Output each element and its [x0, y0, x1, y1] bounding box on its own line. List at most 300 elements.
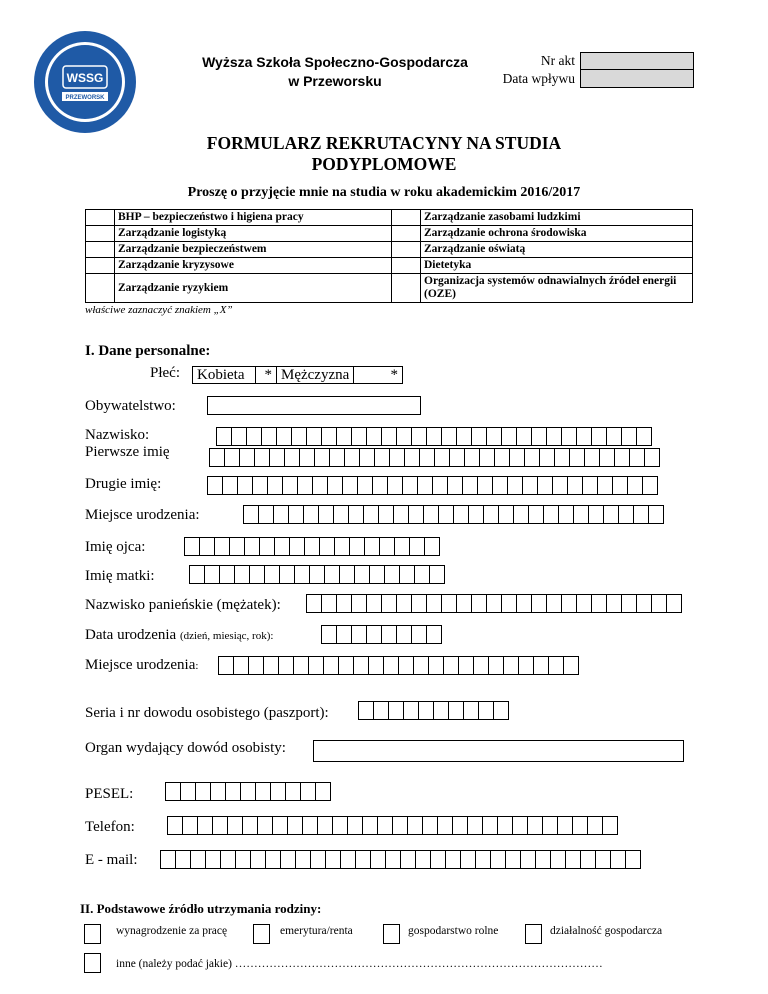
character-cell[interactable]	[383, 656, 399, 675]
character-cell[interactable]	[452, 816, 468, 835]
character-cell[interactable]	[289, 537, 305, 556]
character-cell[interactable]	[533, 656, 549, 675]
character-cell[interactable]	[576, 594, 592, 613]
character-cell[interactable]	[441, 427, 457, 446]
character-cell[interactable]	[373, 701, 389, 720]
character-cell[interactable]	[475, 850, 491, 869]
character-cell[interactable]	[197, 816, 213, 835]
course-checkbox[interactable]	[86, 242, 115, 258]
character-cell[interactable]	[180, 782, 196, 801]
character-cell[interactable]	[190, 850, 206, 869]
course-checkbox[interactable]	[392, 226, 421, 242]
character-cell[interactable]	[516, 594, 532, 613]
character-cell[interactable]	[384, 565, 400, 584]
character-cell[interactable]	[546, 427, 562, 446]
course-checkbox[interactable]	[86, 226, 115, 242]
character-cell[interactable]	[400, 850, 416, 869]
income-checkbox-other[interactable]	[84, 953, 101, 973]
character-cell[interactable]	[272, 816, 288, 835]
character-cell[interactable]	[199, 537, 215, 556]
character-cell[interactable]	[424, 537, 440, 556]
character-cell[interactable]	[428, 656, 444, 675]
character-cell[interactable]	[625, 850, 641, 869]
character-cell[interactable]	[227, 816, 243, 835]
data-wplywu-field[interactable]	[580, 69, 694, 88]
character-cell[interactable]	[255, 782, 271, 801]
first-name-cells[interactable]	[209, 448, 659, 467]
character-cell[interactable]	[315, 782, 331, 801]
character-cell[interactable]	[212, 816, 228, 835]
character-cell[interactable]	[429, 565, 445, 584]
character-cell[interactable]	[347, 816, 363, 835]
character-cell[interactable]	[587, 816, 603, 835]
character-cell[interactable]	[332, 816, 348, 835]
character-cell[interactable]	[591, 594, 607, 613]
character-cell[interactable]	[438, 505, 454, 524]
character-cell[interactable]	[294, 565, 310, 584]
character-cell[interactable]	[244, 537, 260, 556]
character-cell[interactable]	[612, 476, 628, 495]
character-cell[interactable]	[263, 656, 279, 675]
character-cell[interactable]	[404, 448, 420, 467]
character-cell[interactable]	[572, 816, 588, 835]
phone-cells[interactable]	[167, 816, 617, 835]
character-cell[interactable]	[394, 537, 410, 556]
character-cell[interactable]	[597, 476, 613, 495]
character-cell[interactable]	[636, 427, 652, 446]
character-cell[interactable]	[270, 782, 286, 801]
character-cell[interactable]	[453, 505, 469, 524]
character-cell[interactable]	[364, 537, 380, 556]
character-cell[interactable]	[418, 701, 434, 720]
character-cell[interactable]	[381, 594, 397, 613]
character-cell[interactable]	[363, 505, 379, 524]
character-cell[interactable]	[426, 625, 442, 644]
character-cell[interactable]	[546, 594, 562, 613]
citizenship-field[interactable]	[207, 396, 421, 415]
character-cell[interactable]	[434, 448, 450, 467]
character-cell[interactable]	[471, 594, 487, 613]
character-cell[interactable]	[295, 850, 311, 869]
character-cell[interactable]	[338, 656, 354, 675]
character-cell[interactable]	[531, 594, 547, 613]
character-cell[interactable]	[629, 448, 645, 467]
character-cell[interactable]	[666, 594, 682, 613]
character-cell[interactable]	[282, 476, 298, 495]
character-cell[interactable]	[550, 850, 566, 869]
character-cell[interactable]	[317, 816, 333, 835]
character-cell[interactable]	[419, 448, 435, 467]
character-cell[interactable]	[312, 476, 328, 495]
character-cell[interactable]	[409, 537, 425, 556]
character-cell[interactable]	[494, 448, 510, 467]
character-cell[interactable]	[563, 656, 579, 675]
character-cell[interactable]	[408, 505, 424, 524]
character-cell[interactable]	[426, 594, 442, 613]
character-cell[interactable]	[627, 476, 643, 495]
character-cell[interactable]	[537, 476, 553, 495]
character-cell[interactable]	[218, 656, 234, 675]
character-cell[interactable]	[321, 594, 337, 613]
character-cell[interactable]	[606, 427, 622, 446]
character-cell[interactable]	[377, 816, 393, 835]
character-cell[interactable]	[443, 656, 459, 675]
income-checkbox-salary[interactable]	[84, 924, 101, 944]
character-cell[interactable]	[488, 656, 504, 675]
character-cell[interactable]	[396, 594, 412, 613]
character-cell[interactable]	[219, 565, 235, 584]
character-cell[interactable]	[402, 476, 418, 495]
character-cell[interactable]	[370, 850, 386, 869]
character-cell[interactable]	[501, 594, 517, 613]
character-cell[interactable]	[518, 656, 534, 675]
income-checkbox-pension[interactable]	[253, 924, 270, 944]
character-cell[interactable]	[458, 656, 474, 675]
character-cell[interactable]	[278, 656, 294, 675]
maiden-name-cells[interactable]	[306, 594, 681, 613]
character-cell[interactable]	[505, 850, 521, 869]
character-cell[interactable]	[216, 427, 232, 446]
character-cell[interactable]	[355, 850, 371, 869]
character-cell[interactable]	[535, 850, 551, 869]
character-cell[interactable]	[353, 656, 369, 675]
character-cell[interactable]	[606, 594, 622, 613]
character-cell[interactable]	[310, 850, 326, 869]
character-cell[interactable]	[503, 656, 519, 675]
course-checkbox[interactable]	[86, 258, 115, 274]
character-cell[interactable]	[309, 565, 325, 584]
character-cell[interactable]	[482, 816, 498, 835]
character-cell[interactable]	[381, 427, 397, 446]
character-cell[interactable]	[513, 505, 529, 524]
character-cell[interactable]	[542, 816, 558, 835]
character-cell[interactable]	[595, 850, 611, 869]
character-cell[interactable]	[433, 701, 449, 720]
character-cell[interactable]	[633, 505, 649, 524]
character-cell[interactable]	[432, 476, 448, 495]
character-cell[interactable]	[576, 427, 592, 446]
character-cell[interactable]	[393, 505, 409, 524]
character-cell[interactable]	[182, 816, 198, 835]
character-cell[interactable]	[610, 850, 626, 869]
character-cell[interactable]	[273, 505, 289, 524]
course-checkbox[interactable]	[392, 210, 421, 226]
character-cell[interactable]	[467, 816, 483, 835]
character-cell[interactable]	[306, 427, 322, 446]
character-cell[interactable]	[388, 701, 404, 720]
character-cell[interactable]	[441, 594, 457, 613]
character-cell[interactable]	[584, 448, 600, 467]
character-cell[interactable]	[561, 427, 577, 446]
character-cell[interactable]	[224, 448, 240, 467]
character-cell[interactable]	[323, 656, 339, 675]
character-cell[interactable]	[413, 656, 429, 675]
course-checkbox[interactable]	[86, 210, 115, 226]
character-cell[interactable]	[336, 625, 352, 644]
character-cell[interactable]	[411, 594, 427, 613]
character-cell[interactable]	[351, 594, 367, 613]
character-cell[interactable]	[512, 816, 528, 835]
character-cell[interactable]	[339, 565, 355, 584]
email-cells[interactable]	[160, 850, 640, 869]
character-cell[interactable]	[414, 565, 430, 584]
mother-name-cells[interactable]	[189, 565, 444, 584]
birthplace-cells[interactable]	[243, 505, 663, 524]
character-cell[interactable]	[248, 656, 264, 675]
character-cell[interactable]	[449, 448, 465, 467]
character-cell[interactable]	[234, 565, 250, 584]
character-cell[interactable]	[379, 537, 395, 556]
character-cell[interactable]	[220, 850, 236, 869]
character-cell[interactable]	[300, 782, 316, 801]
character-cell[interactable]	[422, 816, 438, 835]
character-cell[interactable]	[471, 427, 487, 446]
gender-female[interactable]: Kobieta	[192, 366, 256, 384]
surname-cells[interactable]	[216, 427, 651, 446]
character-cell[interactable]	[358, 701, 374, 720]
character-cell[interactable]	[195, 782, 211, 801]
birth-date-cells[interactable]	[321, 625, 441, 644]
character-cell[interactable]	[399, 565, 415, 584]
character-cell[interactable]	[354, 565, 370, 584]
character-cell[interactable]	[456, 594, 472, 613]
character-cell[interactable]	[210, 782, 226, 801]
character-cell[interactable]	[321, 625, 337, 644]
character-cell[interactable]	[366, 594, 382, 613]
character-cell[interactable]	[265, 850, 281, 869]
birthplace2-cells[interactable]	[218, 656, 578, 675]
character-cell[interactable]	[336, 427, 352, 446]
character-cell[interactable]	[267, 476, 283, 495]
course-checkbox[interactable]	[86, 274, 115, 303]
character-cell[interactable]	[351, 625, 367, 644]
character-cell[interactable]	[621, 594, 637, 613]
gender-male[interactable]: Mężczyzna	[276, 366, 354, 384]
character-cell[interactable]	[411, 427, 427, 446]
character-cell[interactable]	[648, 505, 664, 524]
character-cell[interactable]	[291, 427, 307, 446]
character-cell[interactable]	[602, 816, 618, 835]
character-cell[interactable]	[165, 782, 181, 801]
character-cell[interactable]	[334, 537, 350, 556]
character-cell[interactable]	[554, 448, 570, 467]
character-cell[interactable]	[448, 701, 464, 720]
id-number-cells[interactable]	[358, 701, 508, 720]
character-cell[interactable]	[259, 537, 275, 556]
character-cell[interactable]	[297, 476, 313, 495]
character-cell[interactable]	[642, 476, 658, 495]
character-cell[interactable]	[569, 448, 585, 467]
character-cell[interactable]	[284, 448, 300, 467]
character-cell[interactable]	[492, 476, 508, 495]
character-cell[interactable]	[299, 448, 315, 467]
character-cell[interactable]	[318, 505, 334, 524]
course-checkbox[interactable]	[392, 274, 421, 303]
character-cell[interactable]	[539, 448, 555, 467]
character-cell[interactable]	[359, 448, 375, 467]
character-cell[interactable]	[524, 448, 540, 467]
character-cell[interactable]	[486, 594, 502, 613]
character-cell[interactable]	[249, 565, 265, 584]
character-cell[interactable]	[302, 816, 318, 835]
character-cell[interactable]	[324, 565, 340, 584]
character-cell[interactable]	[233, 656, 249, 675]
character-cell[interactable]	[288, 505, 304, 524]
character-cell[interactable]	[644, 448, 660, 467]
character-cell[interactable]	[614, 448, 630, 467]
character-cell[interactable]	[603, 505, 619, 524]
character-cell[interactable]	[254, 448, 270, 467]
character-cell[interactable]	[462, 476, 478, 495]
character-cell[interactable]	[381, 625, 397, 644]
character-cell[interactable]	[189, 565, 205, 584]
character-cell[interactable]	[567, 476, 583, 495]
character-cell[interactable]	[366, 625, 382, 644]
character-cell[interactable]	[588, 505, 604, 524]
character-cell[interactable]	[357, 476, 373, 495]
character-cell[interactable]	[321, 427, 337, 446]
character-cell[interactable]	[319, 537, 335, 556]
character-cell[interactable]	[325, 850, 341, 869]
character-cell[interactable]	[621, 427, 637, 446]
character-cell[interactable]	[366, 427, 382, 446]
income-checkbox-farm[interactable]	[383, 924, 400, 944]
character-cell[interactable]	[417, 476, 433, 495]
character-cell[interactable]	[456, 427, 472, 446]
character-cell[interactable]	[279, 565, 295, 584]
character-cell[interactable]	[351, 427, 367, 446]
character-cell[interactable]	[209, 448, 225, 467]
character-cell[interactable]	[396, 427, 412, 446]
character-cell[interactable]	[522, 476, 538, 495]
course-checkbox[interactable]	[392, 242, 421, 258]
character-cell[interactable]	[374, 448, 390, 467]
character-cell[interactable]	[250, 850, 266, 869]
character-cell[interactable]	[490, 850, 506, 869]
character-cell[interactable]	[407, 816, 423, 835]
character-cell[interactable]	[477, 476, 493, 495]
character-cell[interactable]	[460, 850, 476, 869]
character-cell[interactable]	[280, 850, 296, 869]
character-cell[interactable]	[398, 656, 414, 675]
character-cell[interactable]	[207, 476, 223, 495]
character-cell[interactable]	[344, 448, 360, 467]
character-cell[interactable]	[552, 476, 568, 495]
character-cell[interactable]	[507, 476, 523, 495]
course-checkbox[interactable]	[392, 258, 421, 274]
character-cell[interactable]	[437, 816, 453, 835]
character-cell[interactable]	[243, 505, 259, 524]
id-issuer-field[interactable]	[313, 740, 684, 762]
pesel-cells[interactable]	[165, 782, 330, 801]
character-cell[interactable]	[516, 427, 532, 446]
character-cell[interactable]	[349, 537, 365, 556]
character-cell[interactable]	[261, 427, 277, 446]
character-cell[interactable]	[430, 850, 446, 869]
character-cell[interactable]	[415, 850, 431, 869]
character-cell[interactable]	[473, 656, 489, 675]
character-cell[interactable]	[558, 505, 574, 524]
character-cell[interactable]	[573, 505, 589, 524]
character-cell[interactable]	[231, 427, 247, 446]
character-cell[interactable]	[389, 448, 405, 467]
character-cell[interactable]	[336, 594, 352, 613]
character-cell[interactable]	[445, 850, 461, 869]
father-name-cells[interactable]	[184, 537, 439, 556]
character-cell[interactable]	[287, 816, 303, 835]
character-cell[interactable]	[184, 537, 200, 556]
character-cell[interactable]	[501, 427, 517, 446]
character-cell[interactable]	[509, 448, 525, 467]
character-cell[interactable]	[426, 427, 442, 446]
character-cell[interactable]	[258, 505, 274, 524]
second-name-cells[interactable]	[207, 476, 657, 495]
character-cell[interactable]	[160, 850, 176, 869]
character-cell[interactable]	[636, 594, 652, 613]
character-cell[interactable]	[257, 816, 273, 835]
character-cell[interactable]	[464, 448, 480, 467]
character-cell[interactable]	[479, 448, 495, 467]
character-cell[interactable]	[543, 505, 559, 524]
character-cell[interactable]	[225, 782, 241, 801]
character-cell[interactable]	[548, 656, 564, 675]
character-cell[interactable]	[528, 505, 544, 524]
character-cell[interactable]	[392, 816, 408, 835]
character-cell[interactable]	[618, 505, 634, 524]
character-cell[interactable]	[314, 448, 330, 467]
character-cell[interactable]	[306, 594, 322, 613]
character-cell[interactable]	[239, 448, 255, 467]
character-cell[interactable]	[362, 816, 378, 835]
character-cell[interactable]	[411, 625, 427, 644]
character-cell[interactable]	[497, 816, 513, 835]
income-checkbox-business[interactable]	[525, 924, 542, 944]
character-cell[interactable]	[561, 594, 577, 613]
character-cell[interactable]	[252, 476, 268, 495]
character-cell[interactable]	[447, 476, 463, 495]
character-cell[interactable]	[235, 850, 251, 869]
character-cell[interactable]	[378, 505, 394, 524]
character-cell[interactable]	[214, 537, 230, 556]
character-cell[interactable]	[340, 850, 356, 869]
character-cell[interactable]	[423, 505, 439, 524]
character-cell[interactable]	[369, 565, 385, 584]
character-cell[interactable]	[240, 782, 256, 801]
character-cell[interactable]	[269, 448, 285, 467]
character-cell[interactable]	[205, 850, 221, 869]
character-cell[interactable]	[246, 427, 262, 446]
character-cell[interactable]	[276, 427, 292, 446]
character-cell[interactable]	[304, 537, 320, 556]
character-cell[interactable]	[303, 505, 319, 524]
character-cell[interactable]	[285, 782, 301, 801]
character-cell[interactable]	[396, 625, 412, 644]
character-cell[interactable]	[329, 448, 345, 467]
character-cell[interactable]	[237, 476, 253, 495]
character-cell[interactable]	[557, 816, 573, 835]
character-cell[interactable]	[582, 476, 598, 495]
character-cell[interactable]	[204, 565, 220, 584]
character-cell[interactable]	[651, 594, 667, 613]
character-cell[interactable]	[327, 476, 343, 495]
character-cell[interactable]	[242, 816, 258, 835]
character-cell[interactable]	[229, 537, 245, 556]
character-cell[interactable]	[520, 850, 536, 869]
character-cell[interactable]	[498, 505, 514, 524]
character-cell[interactable]	[580, 850, 596, 869]
character-cell[interactable]	[348, 505, 364, 524]
character-cell[interactable]	[274, 537, 290, 556]
